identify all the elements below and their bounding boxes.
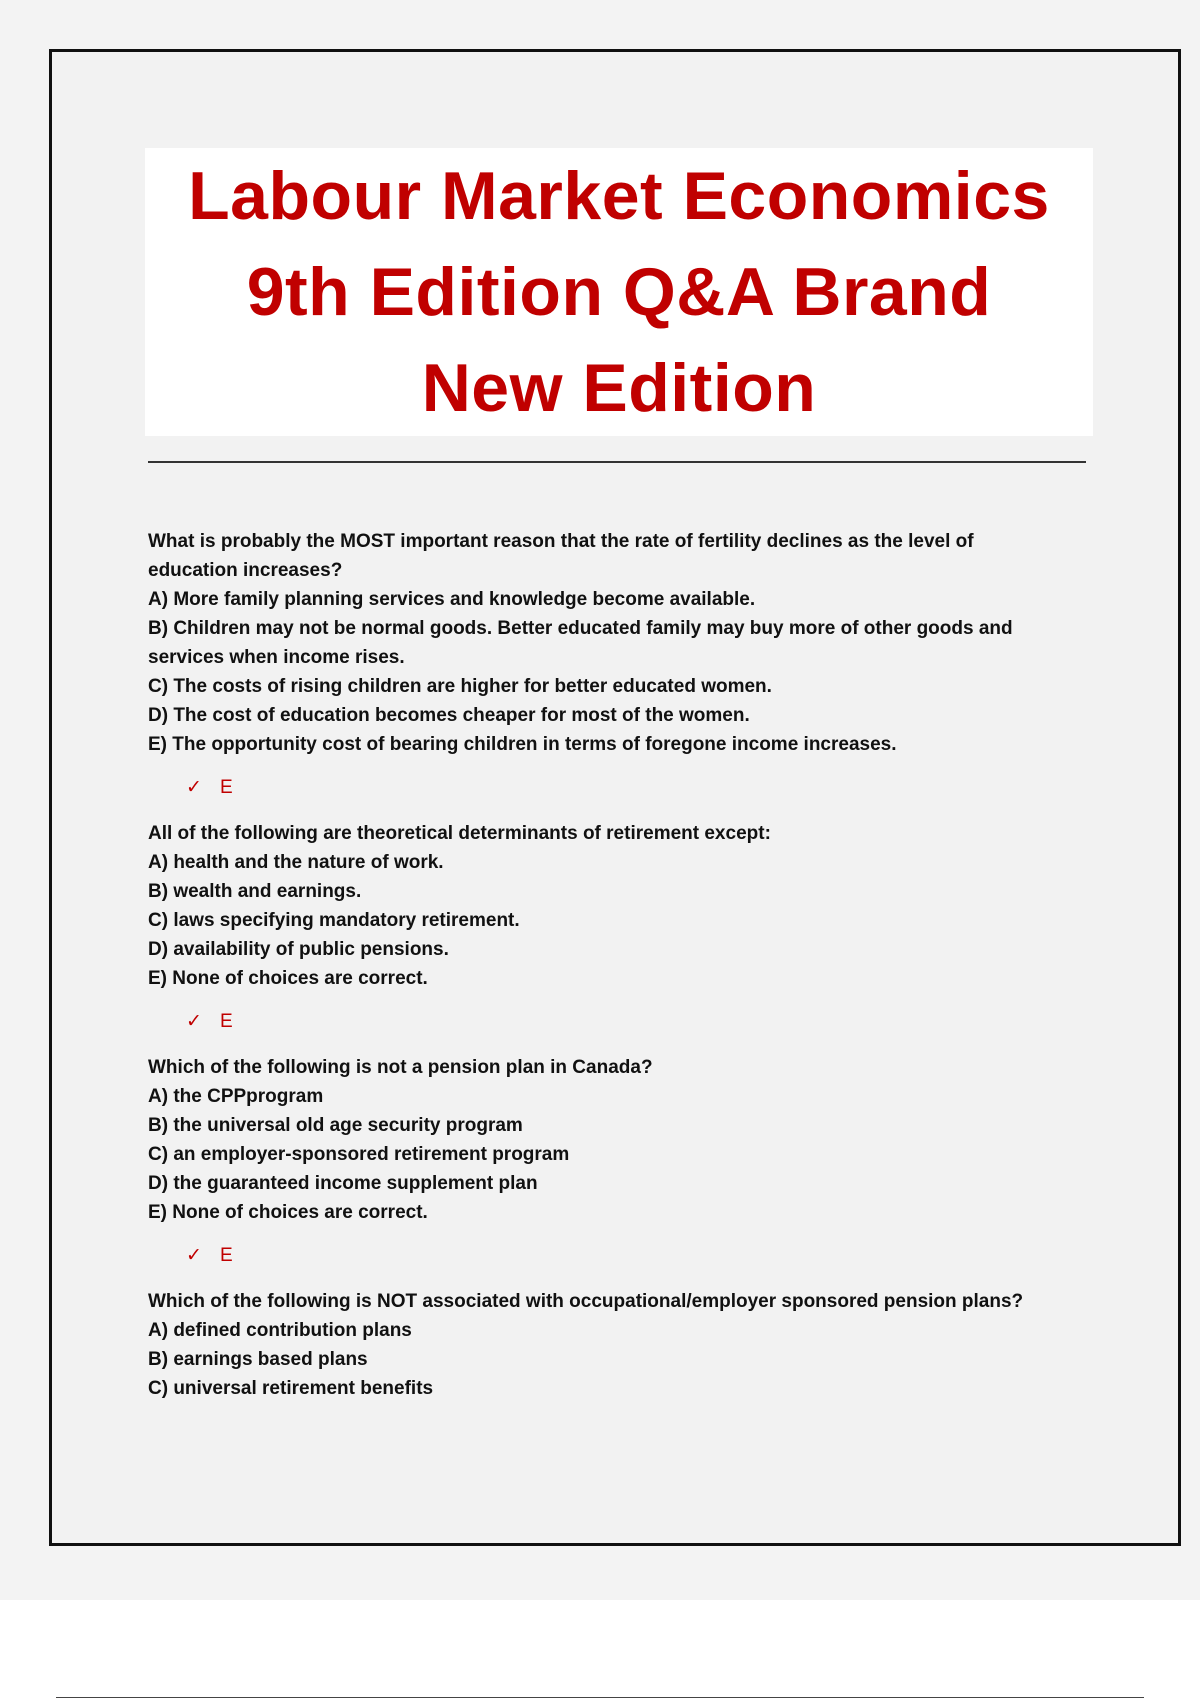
choice-c: C) laws specifying mandatory retirement. — [148, 910, 520, 931]
bottom-divider — [56, 1697, 1144, 1698]
answer-letter: E — [220, 1011, 233, 1032]
choice-a: A) health and the nature of work. — [148, 852, 444, 873]
choice-c: C) The costs of rising children are higher for better educated women. — [148, 676, 772, 697]
choice-b: B) the universal old age security program — [148, 1115, 523, 1136]
question-text: What is probably the MOST important reason that the rate of fertility declines as the level of — [148, 531, 974, 552]
title-line: 9th Edition Q&A Brand — [246, 254, 992, 330]
choice-b: B) earnings based plans — [148, 1349, 368, 1370]
checkmark-icon: ✓ — [186, 1245, 202, 1266]
title-box — [145, 148, 1093, 436]
title-line: Labour Market Economics — [188, 158, 1050, 234]
title-divider — [148, 461, 1086, 463]
question-text: Which of the following is NOT associated with occupational/employer sponsored pension plans? — [148, 1291, 1024, 1312]
choice-d: D) the guaranteed income supplement plan — [148, 1173, 538, 1194]
page-bottom-area — [0, 1600, 1200, 1700]
choice-a: A) the CPPprogram — [148, 1086, 324, 1107]
choice-c: C) universal retirement benefits — [148, 1378, 434, 1399]
choice-a: A) defined contribution plans — [148, 1320, 412, 1341]
question-block — [148, 1287, 1108, 1403]
question-block — [148, 1053, 1108, 1271]
checkmark-icon: ✓ — [186, 777, 202, 798]
question-text: Which of the following is not a pension plan in Canada? — [148, 1057, 653, 1078]
choice-c: C) an employer-sponsored retirement program — [148, 1144, 570, 1165]
choice-b: B) wealth and earnings. — [148, 881, 362, 902]
checkmark-icon: ✓ — [186, 1011, 202, 1032]
choice-b: B) Children may not be normal goods. Better educated family may buy more of other goods and — [148, 618, 1013, 639]
answer-letter: E — [220, 777, 233, 798]
choice-a: A) More family planning services and knowledge become available. — [148, 589, 756, 610]
answer-key — [186, 1007, 1108, 1037]
question-block — [148, 527, 1108, 803]
choice-e: E) None of choices are correct. — [148, 1202, 428, 1223]
title-line: New Edition — [421, 350, 817, 426]
choice-d: D) availability of public pensions. — [148, 939, 449, 960]
question-list — [148, 527, 1108, 1403]
choice-b: services when income rises. — [148, 647, 405, 668]
question-text: education increases? — [148, 560, 343, 581]
choice-d: D) The cost of education becomes cheaper for most of the women. — [148, 705, 750, 726]
answer-key — [186, 1241, 1108, 1271]
answer-letter: E — [220, 1245, 233, 1266]
question-text: All of the following are theoretical determinants of retirement except: — [148, 823, 771, 844]
choice-e: E) None of choices are correct. — [148, 968, 428, 989]
question-block — [148, 819, 1108, 1037]
document-page — [49, 49, 1181, 1546]
choice-e: E) The opportunity cost of bearing children in terms of foregone income increases. — [148, 734, 897, 755]
answer-key — [186, 773, 1108, 803]
